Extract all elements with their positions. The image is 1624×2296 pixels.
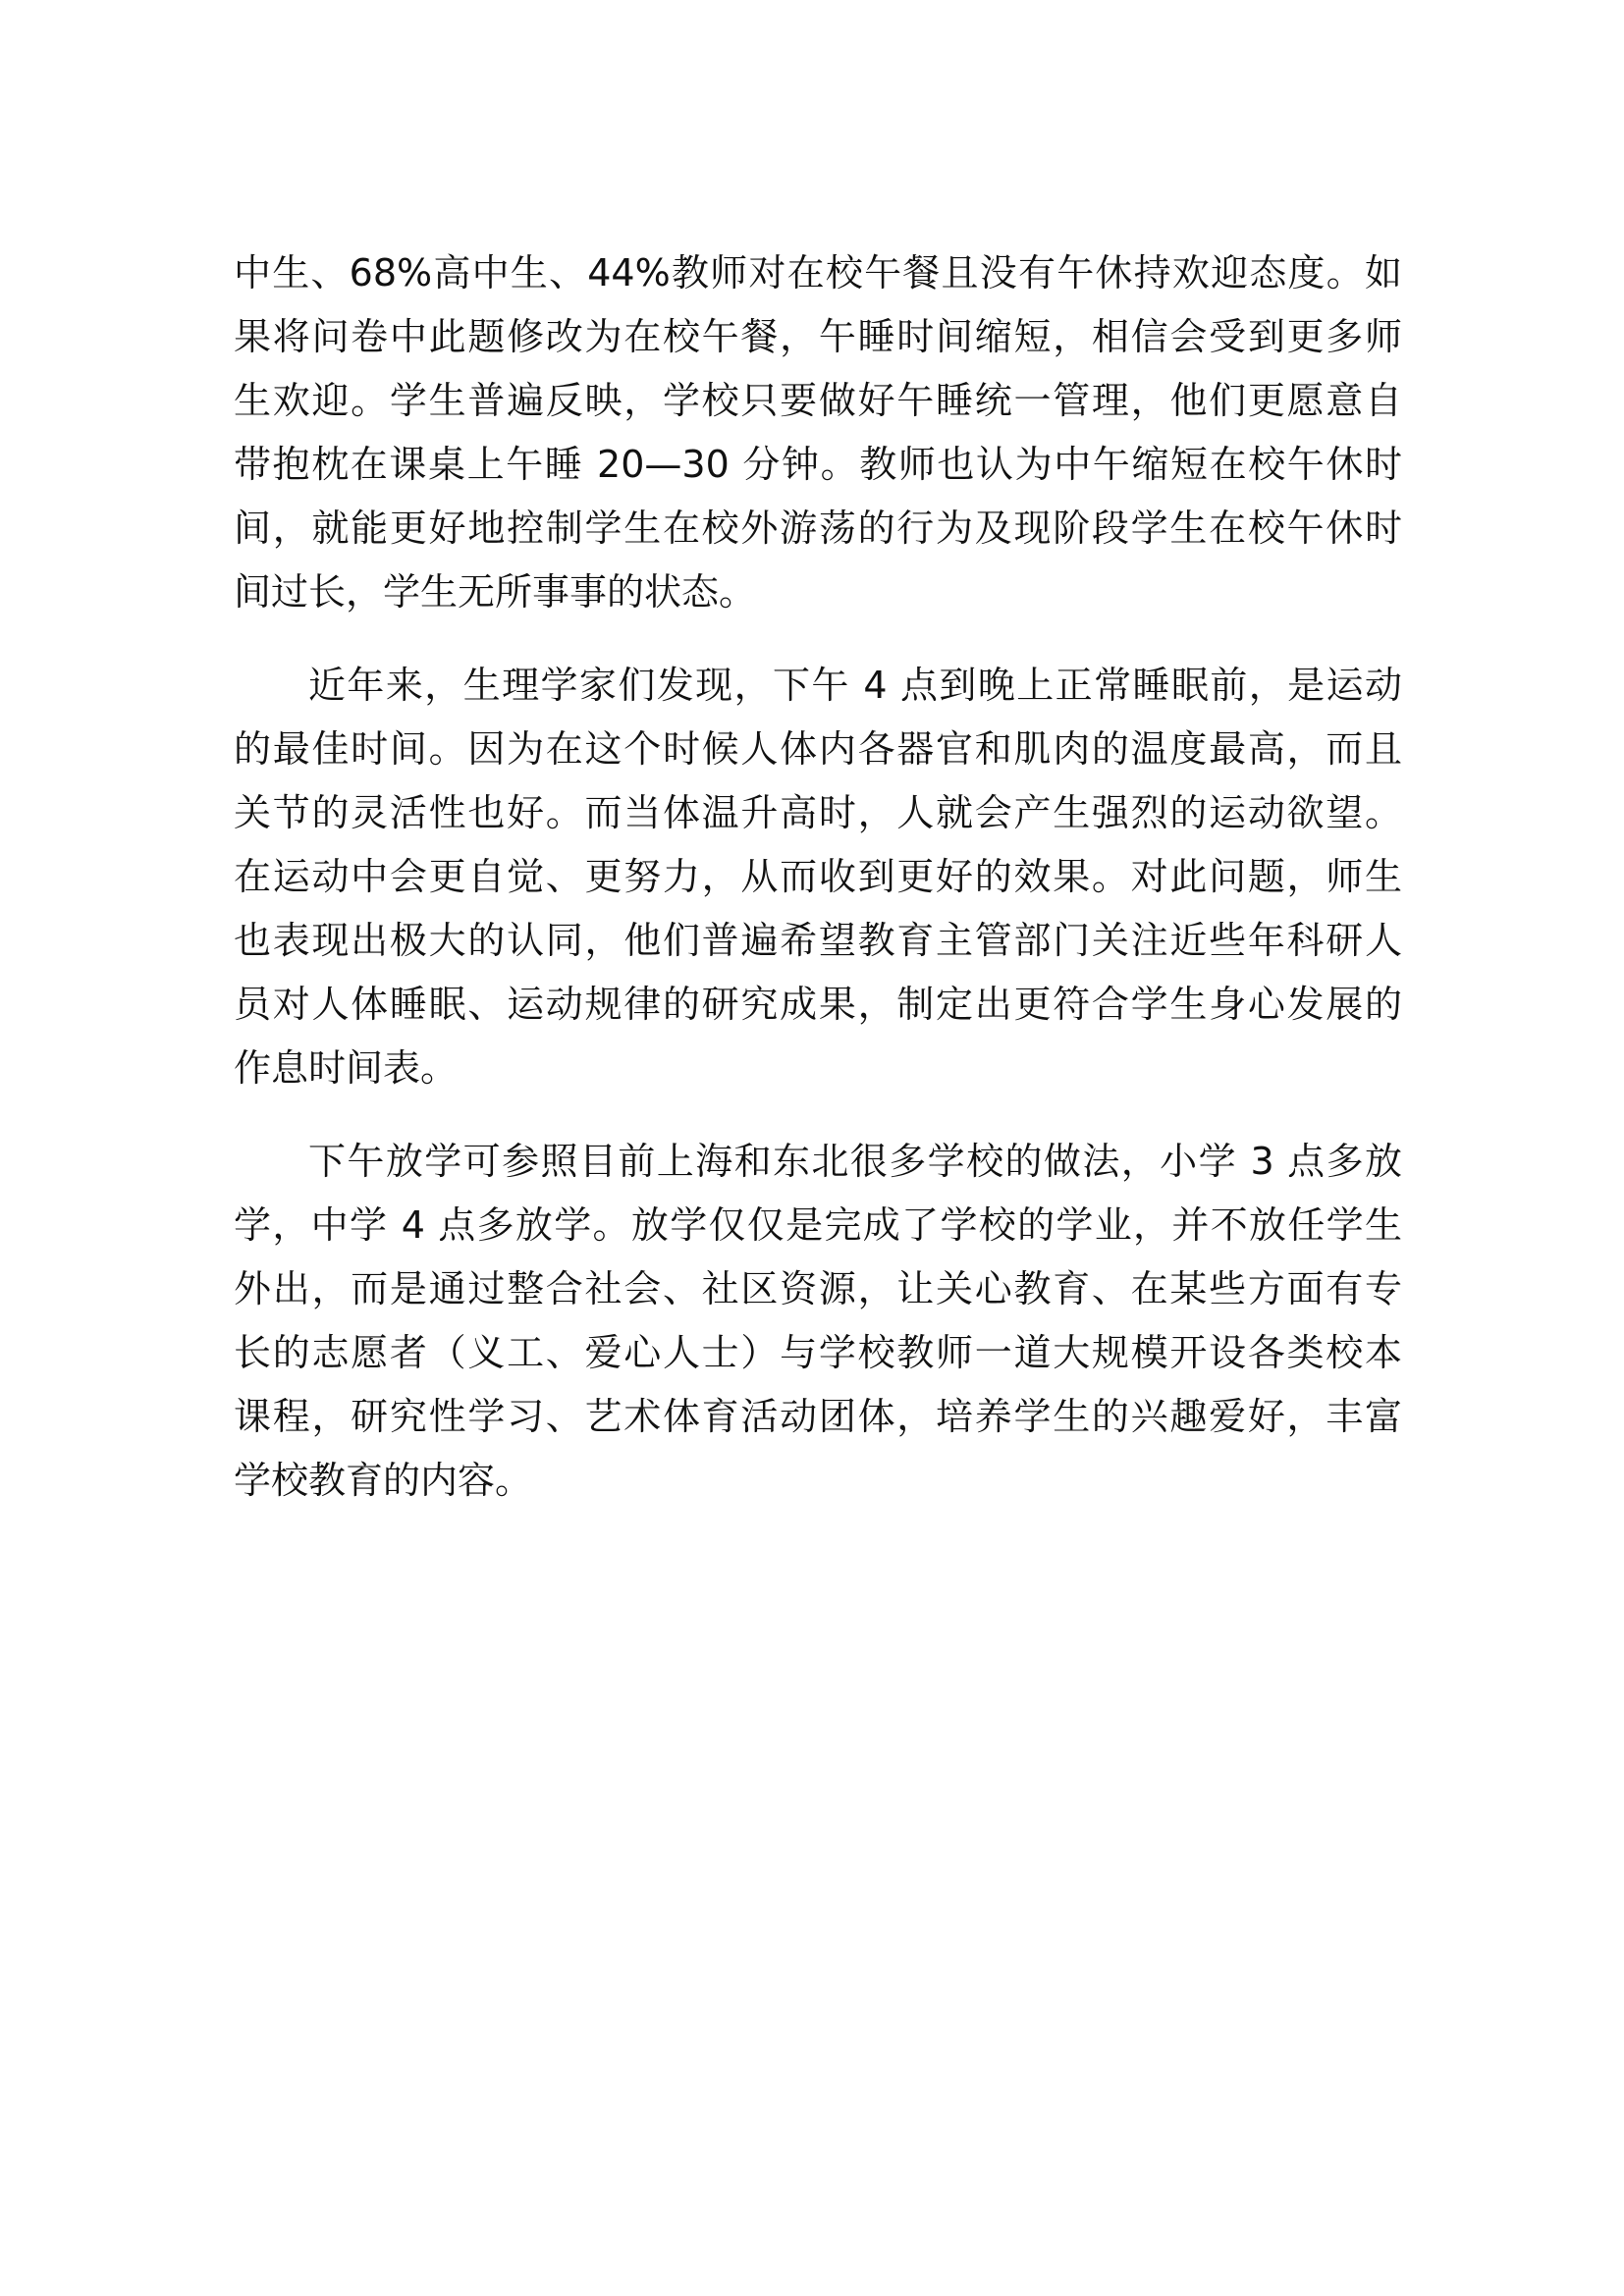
paragraph-2 xyxy=(234,654,1402,1100)
document-body xyxy=(234,241,1402,1513)
text-line: 果将问卷中此题修改为在校午餐，午睡时间缩短，相信会受到更多师 xyxy=(234,315,1402,358)
text-line: 学，中学 4 点多放学。放学仅仅是完成了学校的学业，并不放任学生 xyxy=(234,1203,1402,1247)
text-line: 带抱枕在课桌上午睡 20—30 分钟。教师也认为中午缩短在校午休时 xyxy=(234,443,1402,486)
paragraph-spacer xyxy=(234,1100,1402,1130)
text-line: 外出，而是通过整合社会、社区资源，让关心教育、在某些方面有专 xyxy=(234,1267,1402,1310)
text-line: 在运动中会更自觉、更努力，从而收到更好的效果。对此问题，师生 xyxy=(234,855,1402,898)
text-line: 关节的灵活性也好。而当体温升高时，人就会产生强烈的运动欲望。 xyxy=(234,791,1402,834)
text-line: 学校教育的内容。 xyxy=(234,1459,533,1502)
text-line: 作息时间表。 xyxy=(234,1046,459,1090)
text-line: 中生、68%高中生、44%教师对在校午餐且没有午休持欢迎态度。如 xyxy=(234,251,1402,294)
text-line: 近年来，生理学家们发现，下午 4 点到晚上正常睡眠前，是运动 xyxy=(308,664,1402,707)
paragraph-3 xyxy=(234,1130,1402,1513)
text-line: 员对人体睡眠、运动规律的研究成果，制定出更符合学生身心发展的 xyxy=(234,983,1402,1026)
text-line: 课程，研究性学习、艺术体育活动团体，培养学生的兴趣爱好，丰富 xyxy=(234,1395,1402,1438)
paragraph-spacer xyxy=(234,624,1402,654)
text-line: 的最佳时间。因为在这个时候人体内各器官和肌肉的温度最高，而且 xyxy=(234,727,1402,771)
text-line: 间，就能更好地控制学生在校外游荡的行为及现阶段学生在校午休时 xyxy=(234,507,1402,550)
text-line: 下午放学可参照目前上海和东北很多学校的做法，小学 3 点多放 xyxy=(308,1140,1402,1183)
text-line: 也表现出极大的认同，他们普遍希望教育主管部门关注近些年科研人 xyxy=(234,919,1402,962)
text-line: 间过长，学生无所事事的状态。 xyxy=(234,570,757,614)
text-line: 长的志愿者（义工、爱心人士）与学校教师一道大规模开设各类校本 xyxy=(234,1331,1402,1374)
text-line: 生欢迎。学生普遍反映，学校只要做好午睡统一管理，他们更愿意自 xyxy=(234,379,1402,422)
paragraph-1 xyxy=(234,241,1402,624)
